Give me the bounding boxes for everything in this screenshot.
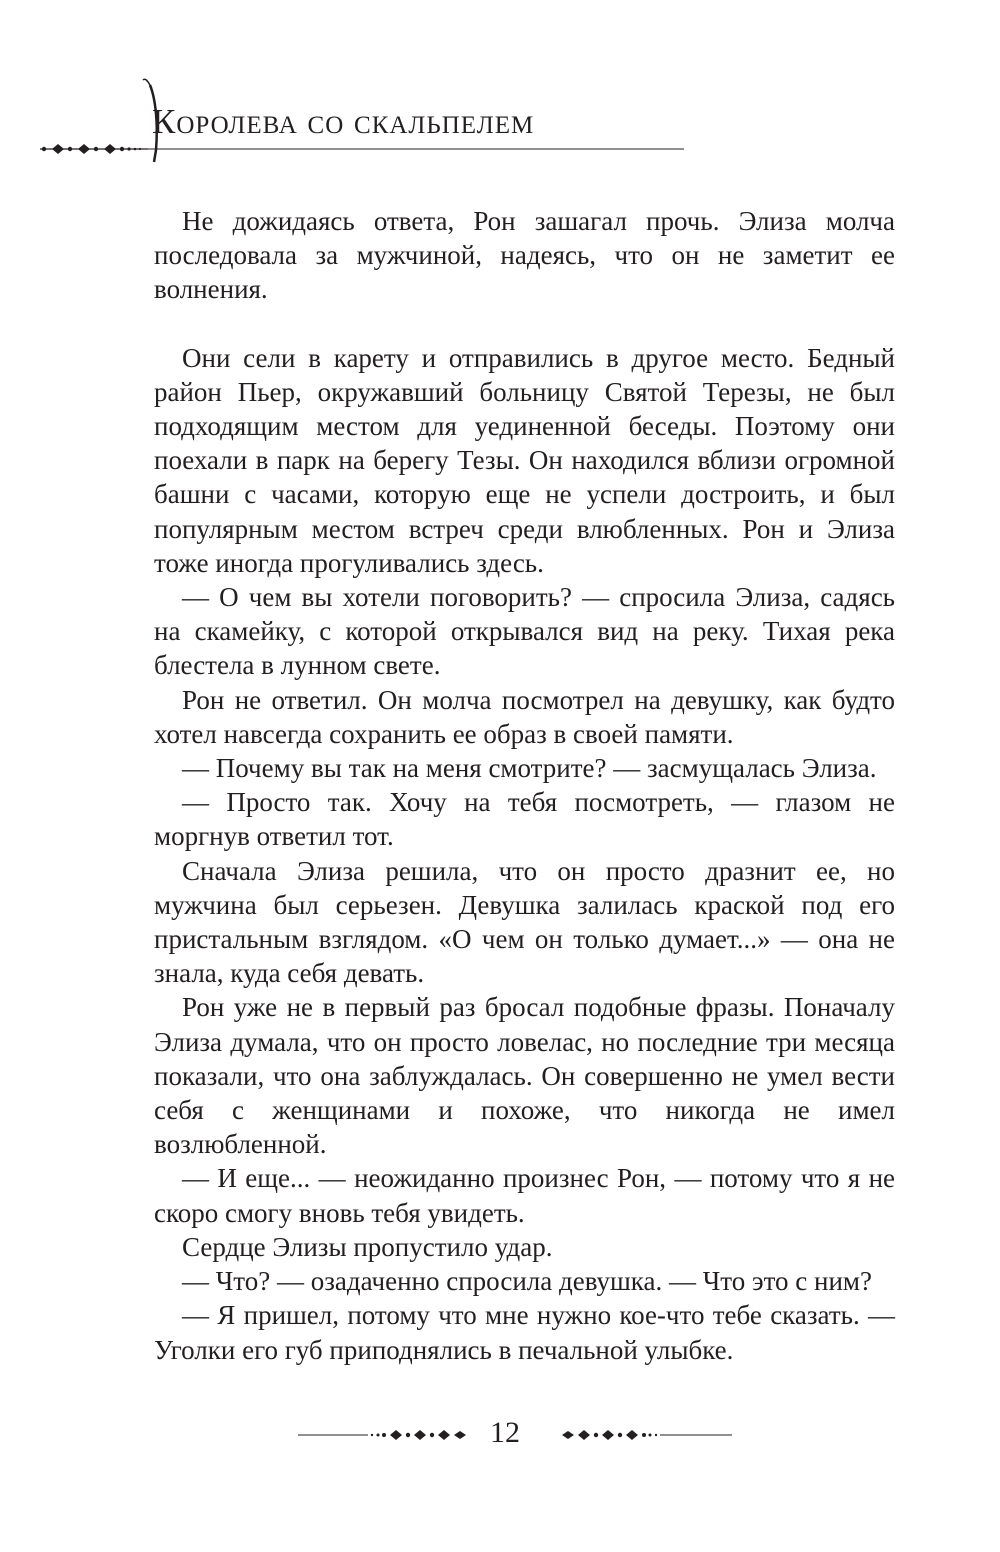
paragraph: — О чем вы хотели поговорить? — спросила Элиза, садясь на скамейку, с которой открывался вид на реку. Тихая река блестела в лунном свете. xyxy=(154,582,895,681)
paragraph: — Почему вы так на меня смотрите? — засмущалась Элиза. xyxy=(182,753,877,784)
running-header xyxy=(0,70,700,170)
footer-ornament-right xyxy=(560,1420,735,1450)
paragraph: Рон не ответил. Он молча посмотрел на девушку, как будто хотел навсегда сохранить ее образ в своей памяти. xyxy=(154,684,895,749)
footer-ornament-left xyxy=(298,1420,468,1450)
page-footer xyxy=(0,1410,1000,1460)
paragraph: Рон уже не в первый раз бросал подобные фразы. Поначалу Элиза думала, что он просто ловелас, но последние три месяца показали, что она заблуждалась. Он совершенно не умел вести себя с женщинами и похоже, что никогда не имел возлюбленной. xyxy=(154,992,895,1160)
paragraph: Они сели в карету и отправились в другое место. Бедный район Пьер, окружавший больницу Святой Терезы, не был подходящим местом для уединенной беседы. Поэтому они поехали в парк на берегу Тезы. Он находился вблизи огромной башни с часами, которую еще не успели достроить, и был популярным местом встреч среди влюбленных. Рон и Элиза тоже иногда прогуливались здесь. xyxy=(154,342,895,578)
paragraph: — И еще... — неожиданно произнес Рон, — потому что я не скоро смогу вновь тебя увидеть. xyxy=(154,1163,895,1228)
paragraph: — Что? — озадаченно спросила девушка. — Что это с ним? xyxy=(182,1266,872,1297)
paragraph: — Я пришел, потому что мне нужно кое-что тебе сказать. — Уголки его губ приподнялись в печальной улыбке. xyxy=(154,1300,895,1365)
page-number: 12 xyxy=(490,1416,520,1449)
body-text xyxy=(154,204,895,1367)
paragraph: Сердце Элизы пропустило удар. xyxy=(182,1231,553,1262)
paragraph: Сначала Элиза решила, что он просто дразнит ее, но мужчина был серьезен. Девушка залилась краской под его пристальным взглядом. «О чем он только думает...» — она не знала, куда себя девать. xyxy=(154,855,895,989)
paragraph: Не дожидаясь ответа, Рон зашагал прочь. Элиза молча последовала за мужчиной, надеясь, что он не заметит ее волнения. xyxy=(154,206,895,305)
paragraph: — Просто так. Хочу на тебя посмотреть, — глазом не моргнув ответил тот. xyxy=(154,787,895,852)
book-title: Королева со скальпелем xyxy=(152,102,535,141)
